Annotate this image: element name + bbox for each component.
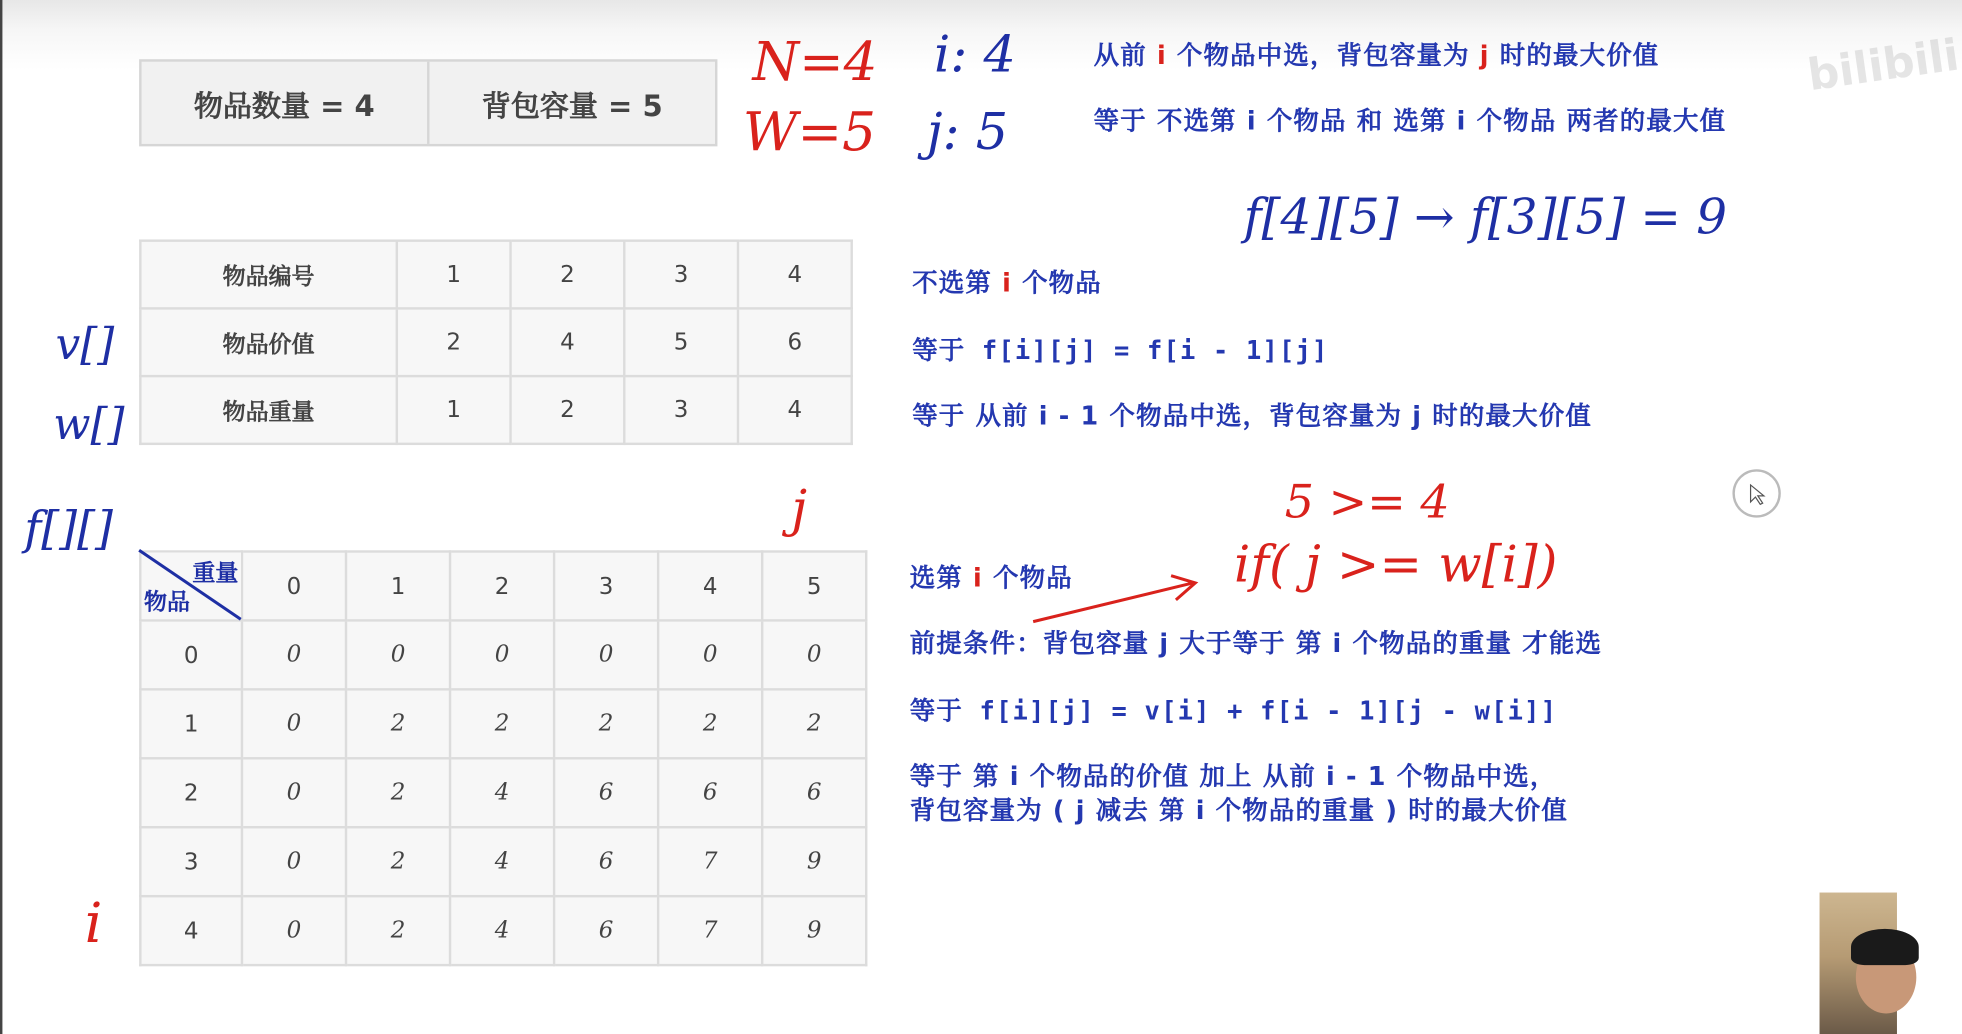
dp-cell: 0	[554, 620, 658, 689]
dp-cell: 9	[762, 827, 866, 896]
table-row	[140, 827, 866, 896]
explanation-line-2: 等于 不选第 i 个物品 和 选第 i 个物品 两者的最大值	[1093, 106, 1727, 136]
row-label: 物品重量	[140, 376, 396, 444]
dp-cell: 6	[554, 827, 658, 896]
item-count-label: 物品数量 = 4	[193, 88, 375, 123]
row-label: 物品价值	[140, 308, 396, 376]
dp-cell: 6	[762, 758, 866, 827]
text: 从前	[1093, 41, 1157, 71]
table-cell: 1	[397, 241, 511, 309]
handwritten-i-value: i: 4	[933, 24, 1016, 84]
row-header: 2	[140, 758, 242, 827]
corner-cell	[140, 551, 242, 620]
handwritten-w: W=5	[742, 101, 877, 164]
col-header: 1	[346, 551, 450, 620]
row-header: 3	[140, 827, 242, 896]
dp-cell: 6	[658, 758, 762, 827]
text: 个物品中选，背包容量为	[1166, 41, 1480, 71]
dp-cell: 7	[658, 896, 762, 965]
cursor-icon	[1735, 472, 1779, 516]
text: 时的最大价值	[1489, 41, 1660, 71]
handwritten-j-axis: j	[791, 478, 807, 539]
corner-top-label: 重量	[192, 559, 239, 587]
table-row	[140, 758, 866, 827]
table-row	[140, 896, 866, 965]
dp-cell: 0	[242, 827, 346, 896]
dp-cell: 7	[658, 827, 762, 896]
table-cell: 6	[738, 308, 852, 376]
table-cell: 3	[624, 241, 738, 309]
pick-condition: 前提条件：背包容量 j 大于等于 第 i 个物品的重量 才能选	[909, 628, 1603, 658]
text: 个物品	[1012, 268, 1102, 298]
no-pick-title	[912, 264, 1102, 300]
dp-cell: 4	[450, 758, 554, 827]
window-edge	[0, 0, 2, 1034]
col-header: 2	[450, 551, 554, 620]
dp-cell: 2	[658, 689, 762, 758]
table-row	[140, 241, 851, 309]
capacity-label: 背包容量 = 5	[427, 62, 715, 144]
webcam-overlay	[1820, 893, 1897, 1034]
pick-title	[910, 559, 1073, 595]
table-row	[140, 620, 866, 689]
table-row	[140, 376, 851, 444]
col-header: 5	[762, 551, 866, 620]
row-label: 物品编号	[140, 241, 396, 309]
dp-cell: 0	[242, 689, 346, 758]
var-i: i	[1002, 268, 1013, 298]
corner-bottom-label: 物品	[143, 588, 190, 616]
var-i: i	[1156, 41, 1167, 71]
watermark-logo: bilibili	[1804, 30, 1962, 102]
row-header: 0	[140, 620, 242, 689]
handwritten-j-value: j: 5	[926, 101, 1009, 161]
dp-table	[139, 550, 867, 966]
items-table	[139, 239, 853, 445]
col-header: 3	[554, 551, 658, 620]
dp-cell: 0	[762, 620, 866, 689]
dp-cell: 2	[346, 896, 450, 965]
person-hair	[1851, 929, 1919, 965]
explanation-line-1	[1094, 36, 1660, 72]
text: 不选第	[912, 268, 1003, 298]
col-header: 0	[242, 551, 346, 620]
dp-cell: 2	[762, 689, 866, 758]
text: 选第	[909, 563, 974, 593]
dp-cell: 2	[346, 827, 450, 896]
pick-equation: 等于 f[i][j] = v[i] + f[i - 1][j - w[i]]	[909, 696, 1558, 726]
table-row	[140, 689, 866, 758]
pick-description-2: 背包容量为 ( j 减去 第 i 个物品的重量 ) 时的最大价值	[909, 795, 1569, 825]
var-i: i	[973, 563, 983, 593]
dp-cell: 0	[346, 620, 450, 689]
var-j: j	[1479, 41, 1490, 71]
no-pick-equation: 等于 f[i][j] = f[i - 1][j]	[912, 336, 1329, 366]
table-cell: 5	[624, 308, 738, 376]
handwritten-n: N=4	[752, 31, 878, 94]
table-cell: 4	[738, 376, 852, 444]
table-cell: 2	[511, 376, 625, 444]
header-box	[139, 59, 717, 146]
dp-cell: 2	[346, 689, 450, 758]
handwritten-i-axis: i	[84, 890, 103, 956]
cursor-indicator	[1732, 469, 1780, 517]
dp-cell: 6	[554, 758, 658, 827]
handwritten-comparison: 5 >= 4	[1284, 475, 1450, 529]
dp-cell: 0	[658, 620, 762, 689]
dp-cell: 0	[242, 758, 346, 827]
dp-cell: 0	[450, 620, 554, 689]
row-header: 1	[140, 689, 242, 758]
handwritten-w-array: w[]	[53, 400, 125, 450]
table-row	[140, 308, 851, 376]
table-cell: 2	[397, 308, 511, 376]
dp-cell: 2	[450, 689, 554, 758]
text: 个物品	[982, 563, 1073, 593]
dp-cell: 0	[242, 896, 346, 965]
handwritten-v-array: v[]	[55, 320, 115, 371]
table-header-row	[140, 551, 866, 620]
dp-cell: 4	[450, 896, 554, 965]
dp-cell: 9	[762, 896, 866, 965]
row-header: 4	[140, 896, 242, 965]
dp-cell: 4	[450, 827, 554, 896]
handwritten-f-array: f[][]	[24, 501, 113, 556]
table-cell: 3	[624, 376, 738, 444]
table-cell: 2	[511, 241, 625, 309]
table-cell: 4	[738, 241, 852, 309]
dp-cell: 0	[242, 620, 346, 689]
pick-description-1: 等于 第 i 个物品的价值 加上 从前 i - 1 个物品中选，	[909, 761, 1557, 791]
dp-cell: 2	[554, 689, 658, 758]
handwritten-f-expression: f[4][5] → f[3][5] = 9	[1243, 189, 1728, 246]
dp-cell: 2	[346, 758, 450, 827]
no-pick-description: 等于 从前 i - 1 个物品中选，背包容量为 j 时的最大价值	[912, 401, 1592, 431]
table-cell: 4	[511, 308, 625, 376]
handwritten-if-condition: if( j >= w[i])	[1233, 534, 1558, 594]
dp-cell: 6	[554, 896, 658, 965]
table-cell: 1	[397, 376, 511, 444]
col-header: 4	[658, 551, 762, 620]
